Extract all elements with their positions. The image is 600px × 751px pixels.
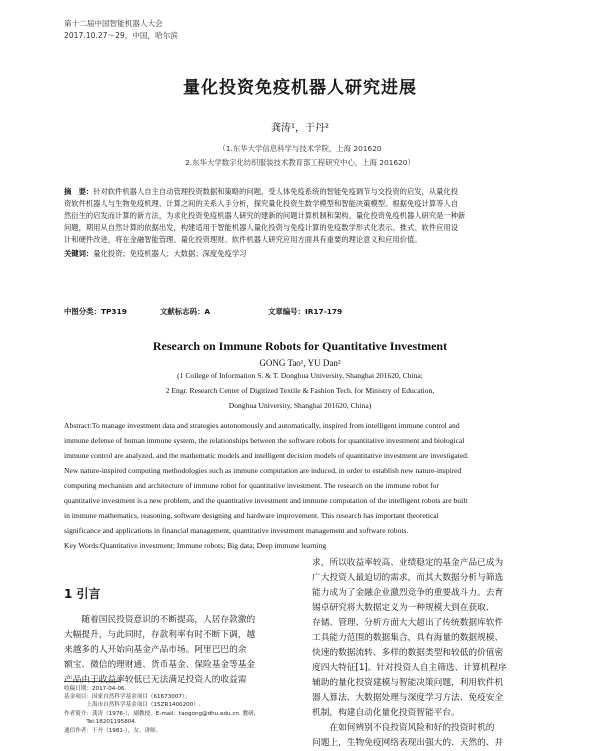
abstract-en-line: immune defense of human immune system, the relationships between the software robots for quantitative investment and biological xyxy=(64,436,465,445)
body-text-line: 在如何辨别不良投资风险和好的投资时机的 xyxy=(312,723,495,733)
abstract-en-line: computing mechanism and architecture of immune robot for quantitative investment. The research on the immune robot for xyxy=(64,481,440,490)
authors-zh: 龚涛¹，于丹² xyxy=(270,123,330,134)
keywords-en: Key Words:Quantitative investment; Immune robots; Big data; Deep immune learning xyxy=(64,541,327,550)
paper-title-en: Research on Immune Robots for Quantitative Investment xyxy=(152,339,448,353)
body-text-line: 辅助的量化投资建模与智能决策问题，利用软件机 xyxy=(312,678,504,688)
classification-number: 中图分类：TP319 xyxy=(64,307,127,316)
footnote-line: 作者简介：龚涛（1976-），副教授，E-mail：taogong@dhu.edu.cn. 教研， xyxy=(64,711,260,717)
footnote-line: 上海市自然科学基金项目（15ZR1400200）. xyxy=(64,702,201,708)
affiliation-en-1: (1 College of Information S. & T. Donghua University, Shanghai 201620, China; xyxy=(177,371,423,380)
abstract-en-line: significance and applications in financial management, quantitative investment management and software robots. xyxy=(64,526,409,535)
abstract-zh-line: 问题，期用从自然计算的依据出发，构建适用于智能机器人量化投资与免疫计算的免疫数学形式化表示、推式、软件应用设 xyxy=(64,223,459,232)
body-text-line: 广大投资人最迫切的需求，而其大数据分析与筛选 xyxy=(312,573,504,583)
abstract-en-line: Abstract:To manage investment data and strategies autonomously and automatically, inspired from intelligent immune control and xyxy=(64,421,460,430)
body-text-line: 能力成为了金融企业激烈竞争的重要战斗力。去育 xyxy=(312,588,504,598)
abstract-en-line: in immune mathematics, reasoning, software designing and hardware improvement. This research has important theoretical xyxy=(64,511,439,520)
abstract-zh-line: 然衍生的启发而计算的新方法，为求化投资免疫机器人研究的建新的问题计算机制和架构。量化投资免疫机器人研究是一种新 xyxy=(64,211,466,220)
footnote-line: 基金项目：国家自然科学基金项目（61673007）； xyxy=(64,694,191,700)
body-text-line: 工具能力范围的数据集合，具有海量的数据规模、 xyxy=(312,633,504,643)
body-text-line: 求，所以收益率较高、业绩稳定的基金产品已成为 xyxy=(312,558,504,568)
body-text-line: 锡卓研究将大数据定义为一种规模大到在获取、 xyxy=(312,603,495,613)
conference-date-place: 2017.10.27～29，中国，哈尔滨 xyxy=(64,31,178,40)
section-heading-introduction: 1 引言 xyxy=(64,587,101,601)
affiliation-en-3: Donghua University, Shanghai 201620, China) xyxy=(228,401,372,410)
body-text-line: 度四大特征[1]。针对投资人自主筛选、计算机程序 xyxy=(312,663,507,673)
body-text-line: 存储、管理、分析方面大大超出了传统数据库软件 xyxy=(312,618,504,628)
body-text-line: 随着国民投资意识的不断提高，人居存款激的 xyxy=(64,615,256,625)
abstract-zh-line: 摘 要：针对软件机器人自主自动管理投资数据和策略的问题，受人体免疫系统的智能免疫调节与交投资的启发，从量化投 xyxy=(64,187,459,196)
affiliation-en-2: 2 Engr. Research Center of Digitized Textile & Fashion Tech. for Ministry of Education, xyxy=(165,386,435,395)
abstract-zh-line: 资软件机器人与生物免疫机理、计算之间的关系入手分析，探究量化投资生数学模型和智能决策模型。根据免疫计算等人自 xyxy=(64,199,459,208)
footnote-line: 收稿日期：2017-04-06. xyxy=(64,686,127,692)
body-text-line: 快速的数据流转、多样的数据类型和较低的价值密 xyxy=(312,648,504,658)
abstract-en-line: immune control are analyzed, and the mathematic models and intelligent decision models of quantitative investment are investigated. xyxy=(64,451,469,460)
abstract-zh-line: 计和硬件改进，将在金融智能管理、量化投资理财、软件机器人研究应用方面具有重要的理论意义和应用价值。 xyxy=(64,235,422,244)
body-text-line: 器人算法、大数据处理与深度学习方法、免疫安全 xyxy=(312,693,504,703)
authors-en: GONG Tao¹, YU Dan² xyxy=(259,358,341,368)
footnote-line: Tel:18201195804. xyxy=(64,719,137,725)
affiliation-zh-2: 2.东华大学数字化纺织服装技术教育部工程研究中心，上海 201620） xyxy=(185,158,415,167)
abstract-zh-label: 摘 要： xyxy=(64,187,94,196)
abstract-en-line: New nature-inspired computing methodologies such as immune computation are induced, in order to establish new nature-inspired xyxy=(64,466,462,475)
article-number: 文章编号：IR17-179 xyxy=(268,307,343,316)
paper-title-zh: 量化投资免疫机器人研究进展 xyxy=(183,78,417,98)
document-code: 文献标志码：A xyxy=(160,307,211,316)
body-text-line: 来越多的人开始向基金产品市场。阿里巴巴的余 xyxy=(64,645,247,655)
keywords-zh-label: 关键词： xyxy=(64,249,94,258)
footnote-divider xyxy=(64,681,120,682)
affiliation-zh-1: （1.东华大学信息科学与技术学院，上海 201620 xyxy=(218,144,382,153)
conference-name: 第十二届中国智能机器人大会 xyxy=(64,19,163,28)
body-text-line: 机制，构建自动化量化投资智能平台。 xyxy=(312,708,460,718)
keywords-zh-text: 量化投资；免疫机器人；大数据；深度免疫学习 xyxy=(93,249,247,258)
footnote-line: 通信作者：于丹（1981-），女，讲师。 xyxy=(64,728,162,734)
body-text-line: 问题上，生物免疫网络表现出强大的、天然的、并 xyxy=(312,738,504,748)
abstract-en-line: quantitative investment is a new problem, and the quantitative investment and immune computation of the intelligent robots are built xyxy=(64,496,468,505)
body-text-line: 大幅提升，与此同时，存款利率有时不断下调，越 xyxy=(64,630,256,640)
keywords-zh xyxy=(64,248,246,260)
body-text-line: 产品由于收益率较低已无法满足投资人的收益需 xyxy=(64,675,247,685)
body-text-line: 额宝、微信的理财通、货币基金、保险基金等基金 xyxy=(64,660,256,670)
